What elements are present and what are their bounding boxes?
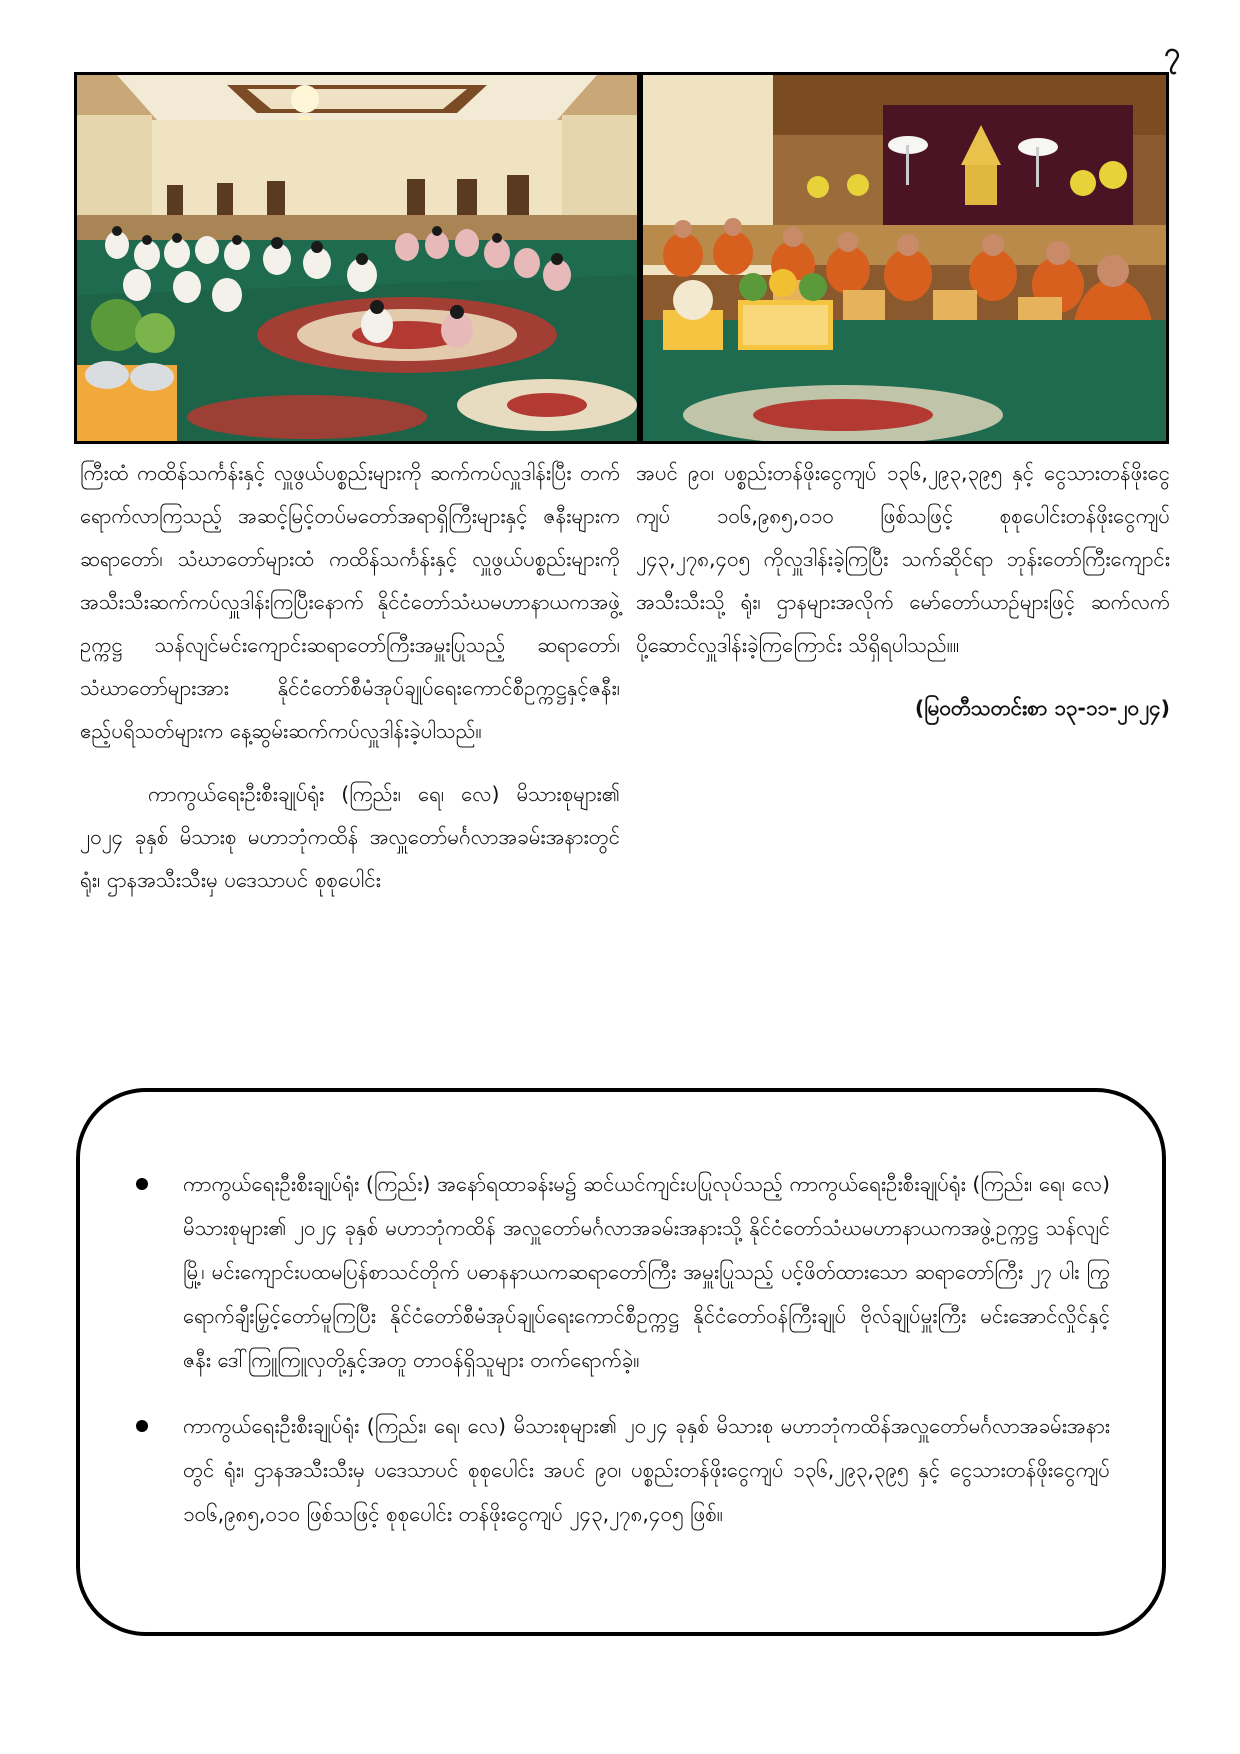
page-number: ၇ [1164,36,1180,69]
summary-bullet-text: ကာကွယ်ရေးဦးစီးချုပ်ရုံး (ကြည်း) အနော်ရထာခန်းမ၌ ဆင်ယင်ကျင်းပပြုလုပ်သည့် ကာကွယ်ရေးဦးစီးချုပ်ရုံး (ကြည်း၊ ရေ၊ လေ) မိသားစုများ၏ ၂၀၂၄ ခုနှစ် မဟာဘုံကထိန် အလှူတော်မင်္ဂလာအခမ်းအနားသို့ နိုင်ငံတော်သံဃမဟာနာယကအဖွဲ့ဥက္ကဋ္ဌ သန်လျင်မြို့၊ မင်းကျောင်းပထမပြန်စာသင်တိုက် ပဓာနနာယကဆရာတော်ကြီး အမှူးပြုသည့် ပင့်ဖိတ်ထားသော ဆရာတော်ကြီး ၂၇ ပါး ကြွရောက်ချီးမြှင့်တော်မူကြပြီး နိုင်ငံတော်စီမံအုပ်ချုပ်ရေးကောင်စီဥက္ကဋ္ဌ နိုင်ငံတော်ဝန်ကြီးချုပ် ဗိုလ်ချုပ်မှူးကြီး မင်းအောင်လှိုင်နှင့် ဇနီး ဒေါ်ကြူကြူလှတို့နှင့်အတူ တာဝန်ရှိသူများ တက်ရောက်ခဲ့။ [183,1172,1110,1372]
article-paragraph-2: ကာကွယ်ရေးဦးစီးချုပ်ရုံး (ကြည်း၊ ရေ၊ လေ) မိသားစုများ၏ ၂၀၂၄ ခုနှစ် မိသားစု မဟာဘုံကထိန် အလှူတော်မင်္ဂလာအခမ်းအနားတွင် ရုံး၊ ဌာနအသီးသီးမှ ပဒေသာပင် စုစုပေါင်း [80,782,620,892]
article-source: (မြဝတီသတင်းစာ ၁၃-၁၁-၂၀၂၄) [914,696,1170,720]
summary-bullet-text: ကာကွယ်ရေးဦးစီးချုပ်ရုံး (ကြည်း၊ ရေ၊ လေ) မိသားစုများ၏ ၂၀၂၄ ခုနှစ် မိသားစု မဟာဘုံကထိန်အလှူတော်မင်္ဂလာအခမ်းအနားတွင် ရုံး၊ ဌာနအသီးသီးမှ ပဒေသာပင် စုစုပေါင်း အပင် ၉၀၊ ပစ္စည်းတန်ဖိုးငွေကျပ် ၁၃၆,၂၉၃,၃၉၅ နှင့် ငွေသားတန်ဖိုးငွေကျပ် ၁၀၆,၉၈၅,၀၁၀ ဖြစ်သဖြင့် စုစုပေါင်း တန်ဖိုးငွေကျပ် ၂၄၃,၂၇၈,၄၀၅ ဖြစ်။ [183,1414,1110,1526]
article-paragraph-3: အပင် ၉၀၊ ပစ္စည်းတန်ဖိုးငွေကျပ် ၁၃၆,၂၉၃,၃၉၅ နှင့် ငွေသားတန်ဖိုးငွေကျပ် ၁၀၆,၉၈၅,၀၁၀ ဖြစ်သဖြင့် စုစုပေါင်းတန်ဖိုးငွေကျပ် ၂၄၃,၂၇၈,၄၀၅ ကိုလှူဒါန်းခဲ့ကြပြီး သက်ဆိုင်ရာ ဘုန်းတော်ကြီးကျောင်းအသီးသီးသို့ ရုံး၊ ဌာနများအလိုက် မော်တော်ယာဉ်များဖြင့် ဆက်လက်ပို့ဆောင်လှူဒါန်းခဲ့ကြကြောင်း သိရှိရပါသည်။။ [636,461,1170,657]
photo-strip [74,72,1169,444]
summary-bullet-list [136,1162,1110,1536]
summary-bullet [136,1162,1110,1382]
photo-ceremony-hall [77,75,637,441]
summary-bullet [136,1404,1110,1536]
summary-box [76,1088,1166,1636]
bullet-dot-icon [136,1178,148,1190]
article-column-right [636,452,1170,730]
bullet-dot-icon [136,1420,148,1432]
photo-monks-stage [643,75,1166,441]
article-column-left [80,452,620,922]
article-paragraph-1: ကြီးထံ ကထိန်သင်္ကန်းနှင့် လှူဖွယ်ပစ္စည်းများကို ဆက်ကပ်လှူဒါန်းပြီး တက်ရောက်လာကြသည့် အဆင့်မြင့်တပ်မတော်အရာရှိကြီးများနှင့် ဇနီးများက ဆရာတော်၊ သံဃာတော်များထံ ကထိန်သင်္ကန်းနှင့် လှူဖွယ်ပစ္စည်းများကို အသီးသီးဆက်ကပ်လှူဒါန်းကြပြီးနောက် နိုင်ငံတော်သံဃမဟာနာယကအဖွဲ့ဥက္ကဋ္ဌ သန်လျင်မင်းကျောင်းဆရာတော်ကြီးအမှူးပြုသည့် ဆရာတော်၊ သံဃာတော်များအား နိုင်ငံတော်စီမံအုပ်ချုပ်ရေးကောင်စီဥက္ကဋ္ဌနှင့်ဇနီး၊ ဧည့်ပရိသတ်များက နေ့ဆွမ်းဆက်ကပ်လှူဒါန်းခဲ့ပါသည်။ [80,461,620,743]
